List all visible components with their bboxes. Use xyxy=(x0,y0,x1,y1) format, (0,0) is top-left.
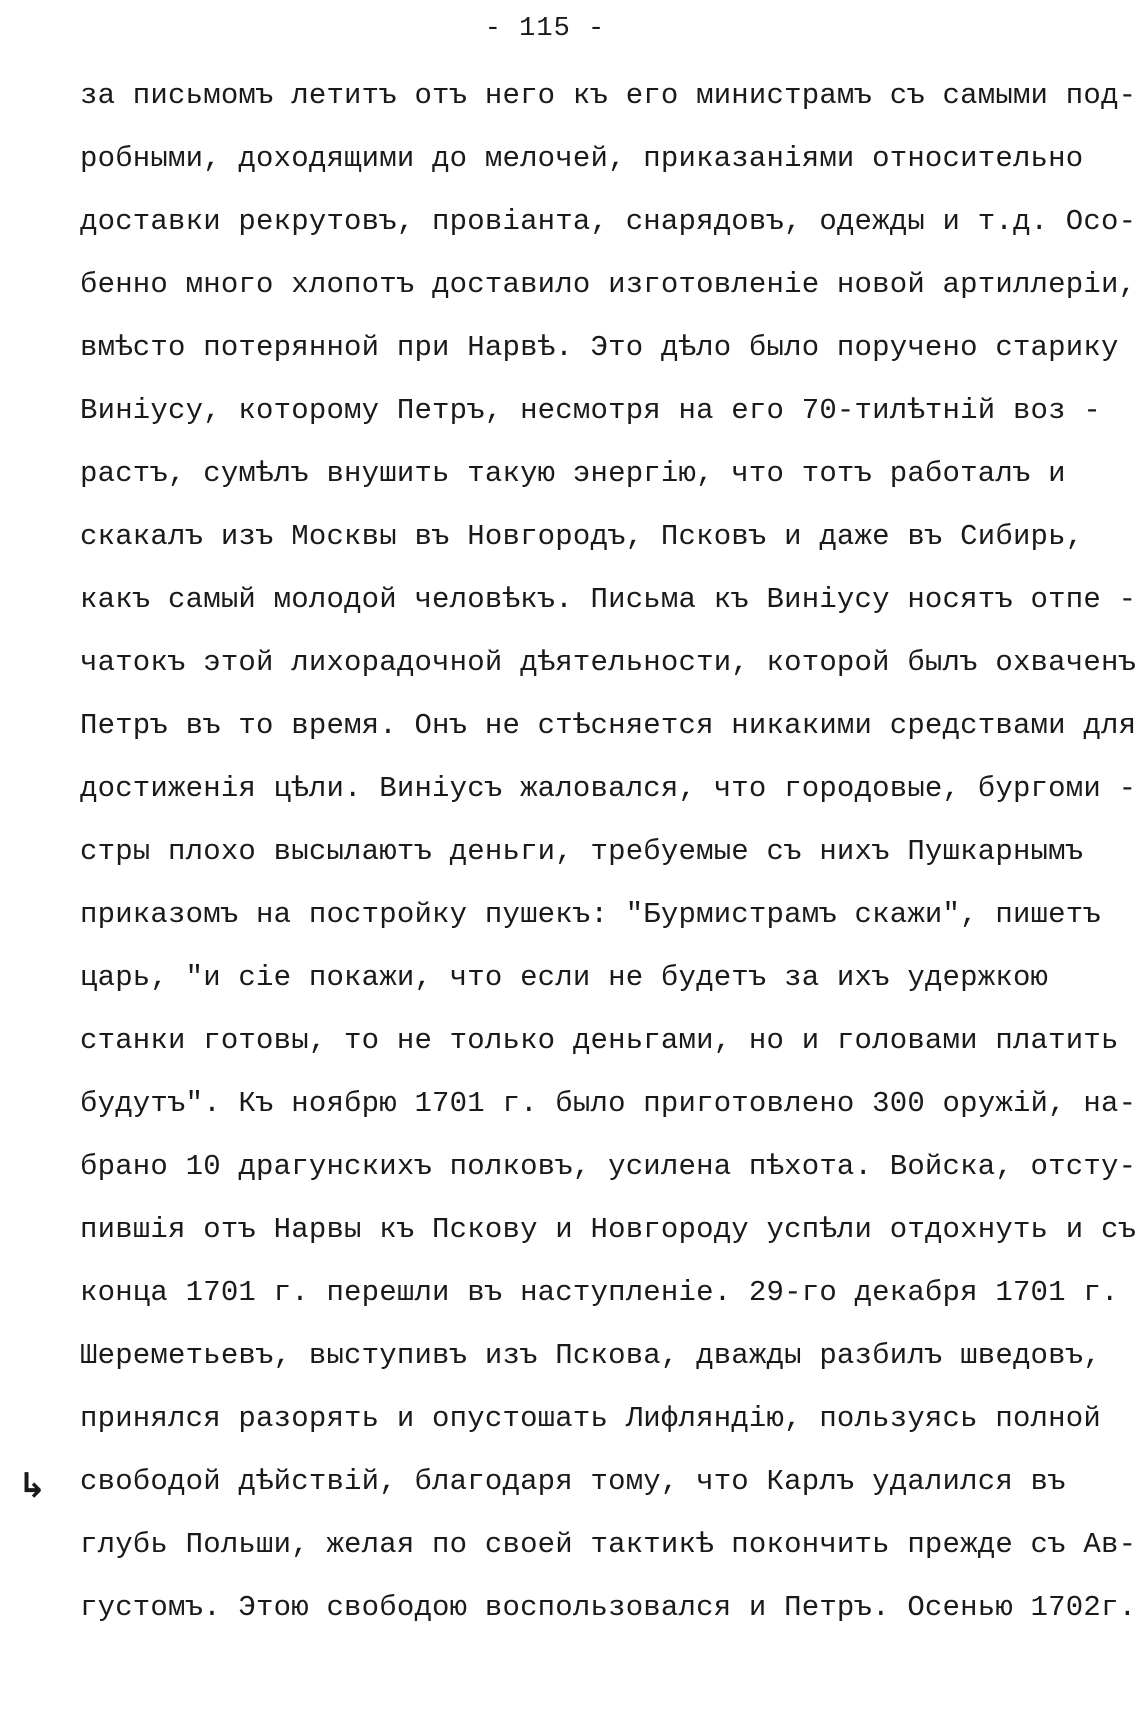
text-line: стры плохо высылаютъ деньги, требуемые съ нихъ Пушкарнымъ xyxy=(80,835,1084,868)
text-line: какъ самый молодой человѣкъ. Письма къ Виніусу носятъ отпе - xyxy=(80,583,1137,616)
text-line: доставки рекрутовъ, провіанта, снарядовъ, одежды и т.д. Осо- xyxy=(80,205,1137,238)
text-line: чатокъ этой лихорадочной дѣятельности, которой былъ охваченъ xyxy=(80,646,1137,679)
text-line: Виніусу, которому Петръ, несмотря на его 70-тилѣтній воз - xyxy=(80,394,1101,427)
text-line: бенно много хлопотъ доставило изготовленіе новой артиллеріи, xyxy=(80,268,1137,301)
text-line: вмѣсто потерянной при Нарвѣ. Это дѣло было поручено старику xyxy=(80,331,1119,364)
text-line: густомъ. Этою свободою воспользовался и Петръ. Осенью 1702г. xyxy=(80,1591,1137,1624)
body-text xyxy=(80,72,1137,1647)
text-line: достиженія цѣли. Виніусъ жаловался, что городовые, бургоми - xyxy=(80,772,1137,805)
text-line: скакалъ изъ Москвы въ Новгородъ, Псковъ и даже въ Сибирь, xyxy=(80,520,1084,553)
text-line: робными, доходящими до мелочей, приказаніями относительно xyxy=(80,142,1084,175)
text-line: будутъ". Къ ноябрю 1701 г. было приготовлено 300 оружій, на- xyxy=(80,1087,1137,1120)
text-line: брано 10 драгунскихъ полковъ, усилена пѣхота. Войска, отсту- xyxy=(80,1150,1137,1183)
text-line: конца 1701 г. перешли въ наступленіе. 29-го декабря 1701 г. xyxy=(80,1276,1119,1309)
text-line: пившія отъ Нарвы къ Пскову и Новгороду успѣли отдохнуть и съ xyxy=(80,1213,1137,1246)
text-line: Шереметьевъ, выступивъ изъ Пскова, дважды разбилъ шведовъ, xyxy=(80,1339,1101,1372)
text-line: принялся разорять и опустошать Лифляндію, пользуясь полной xyxy=(80,1402,1101,1435)
text-line: царь, "и сіе покажи, что если не будетъ за ихъ удержкою xyxy=(80,961,1049,994)
text-line: растъ, сумѣлъ внушить такую энергію, что тотъ работалъ и xyxy=(80,457,1066,490)
text-line: свободой дѣйствій, благодаря тому, что Карлъ удалился въ xyxy=(80,1465,1066,1498)
text-line: за письмомъ летитъ отъ него къ его министрамъ съ самыми под- xyxy=(80,79,1137,112)
text-line: приказомъ на постройку пушекъ: "Бурмистрамъ скажи", пишетъ xyxy=(80,898,1101,931)
text-line: глубь Польши, желая по своей тактикѣ покончить прежде съ Ав- xyxy=(80,1528,1137,1561)
text-line: станки готовы, то не только деньгами, но и головами платить xyxy=(80,1024,1119,1057)
margin-mark-icon: ↳ xyxy=(18,1466,47,1506)
page-number: - 115 - xyxy=(484,14,606,44)
text-line: Петръ въ то время. Онъ не стѣсняется никакими средствами для xyxy=(80,709,1137,742)
